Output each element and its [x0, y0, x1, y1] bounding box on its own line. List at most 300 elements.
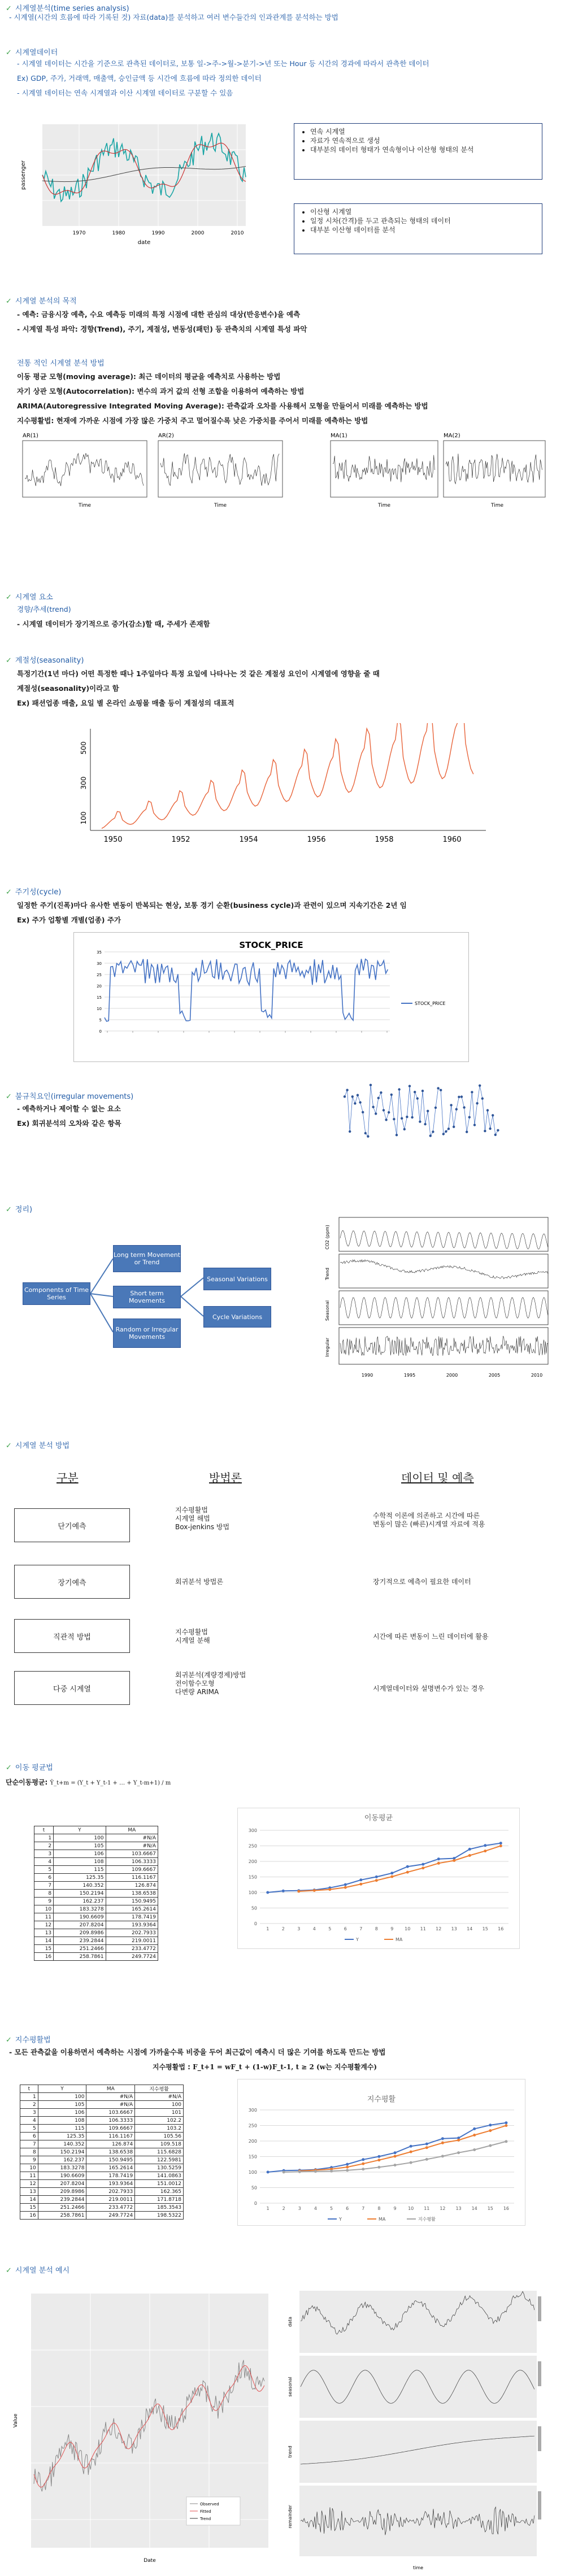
table-cell: 183.3278 — [38, 2164, 86, 2172]
table-cell: 12 — [34, 1921, 54, 1929]
data-point — [282, 1890, 285, 1892]
table-row — [20, 2172, 184, 2180]
table-cell: 140.352 — [54, 1882, 106, 1890]
purpose-title: 시계열 분석의 목적 — [15, 297, 77, 306]
table-header-cell: t — [20, 2085, 38, 2093]
irregular-point — [411, 1116, 413, 1119]
table-cell: 100 — [38, 2093, 86, 2101]
desc-item: 수학적 이론에 의존하고 시간에 따른 — [373, 1512, 480, 1520]
desc-item: 시계열데이터와 설명변수가 있는 경우 — [373, 1685, 484, 1692]
data-point — [375, 1876, 378, 1878]
table-cell: #N/A — [135, 2093, 184, 2101]
data-point — [359, 1878, 362, 1881]
data-point — [362, 2168, 364, 2170]
legend-label: Y — [339, 2217, 342, 2222]
check-icon: ✓ — [6, 1206, 12, 1214]
table-cell: 115 — [54, 1866, 106, 1874]
table-cell: 193.9364 — [86, 2180, 135, 2188]
table-cell: 105 — [54, 1842, 106, 1850]
irregular-point — [370, 1084, 372, 1086]
table-header-cell: Y — [54, 1826, 106, 1834]
table-cell: 8 — [34, 1890, 54, 1898]
check-icon: ✓ — [6, 1093, 12, 1101]
table-cell: 138.6538 — [106, 1890, 158, 1898]
y-tick-label: 0 — [254, 1921, 257, 1926]
irregular-point — [393, 1118, 395, 1120]
table-cell: 3 — [20, 2109, 38, 2117]
table-row — [34, 1921, 158, 1929]
table-cell: 258.7861 — [38, 2212, 86, 2220]
irregular-point — [473, 1124, 476, 1126]
data-point — [346, 2169, 349, 2172]
data-point — [266, 1891, 269, 1894]
irregular-title: 불규칙요인(irregular movements) — [15, 1093, 134, 1101]
data-point — [410, 2161, 412, 2164]
x-tick-label: 8 — [375, 1926, 378, 1931]
table-cell: 115 — [38, 2125, 86, 2133]
stock-ytick: 35 — [97, 950, 102, 955]
legend-label: MA — [379, 2217, 386, 2222]
intro-desc: - 시계열(시간의 흐름에 따라 기록된 것) 자료(data)를 분석하고 여러 변수들간의 인과관계를 분석하는 방법 — [9, 13, 338, 21]
table-cell: 165.2614 — [86, 2164, 135, 2172]
irregular-point — [466, 1131, 468, 1133]
table-cell: 190.6609 — [38, 2172, 86, 2180]
table-row — [34, 1929, 158, 1937]
data-point — [406, 1865, 409, 1868]
decomposition-plot — [316, 1212, 554, 1381]
table-cell: 150.9495 — [86, 2156, 135, 2164]
data-point — [394, 2155, 397, 2158]
irregular-point — [453, 1126, 455, 1128]
table-cell: 6 — [20, 2133, 38, 2140]
table-row — [34, 1913, 158, 1921]
data-point — [468, 1854, 471, 1857]
table-cell: 109.6667 — [86, 2125, 135, 2133]
panel-label-ar1: AR(1) — [23, 433, 38, 439]
methods-row-desc — [373, 1685, 484, 1693]
irregular-point — [377, 1097, 380, 1099]
cycle-title: 주기성(cycle) — [15, 888, 62, 897]
x-tick-label: 15 — [487, 2206, 493, 2211]
passenger-xtick: 1980 — [112, 230, 125, 236]
decomp-label: Trend — [325, 1268, 330, 1280]
data-point — [489, 2124, 492, 2126]
table-cell: 162.237 — [54, 1898, 106, 1905]
table-row — [20, 2117, 184, 2125]
data-point — [425, 2143, 428, 2146]
table-row — [20, 2148, 184, 2156]
table-cell: 183.3278 — [54, 1905, 106, 1913]
table-cell: 10 — [34, 1905, 54, 1913]
data-point — [359, 1883, 362, 1886]
table-cell: 151.0012 — [135, 2180, 184, 2188]
ts-data-line-3: - 시계열 데이터는 연속 시계열과 이산 시계열 데이터로 구분할 수 있음 — [17, 89, 233, 97]
ma-table — [34, 1826, 158, 1961]
methods-row-methods — [175, 1578, 223, 1586]
table-cell: 207.8204 — [54, 1921, 106, 1929]
table-row — [20, 2140, 184, 2148]
passenger-xtick: 2010 — [231, 230, 244, 236]
traditional-line-1: 이동 평균 모형(moving average): 최근 데이터의 평균을 예측치로 사용하는 방법 — [17, 372, 281, 381]
table-cell: 125.35 — [38, 2133, 86, 2140]
es-formula — [153, 2062, 377, 2072]
season-xtick: 1956 — [307, 836, 326, 844]
summary-title: 정리) — [15, 1206, 33, 1214]
data-point — [410, 2145, 412, 2148]
methods-row-name: 다중 시계열 — [14, 1671, 130, 1705]
table-cell: #N/A — [106, 1842, 158, 1850]
table-cell: 3 — [34, 1850, 54, 1858]
x-tick-label: 4 — [314, 2206, 317, 2211]
methods-row-desc — [373, 1512, 485, 1529]
table-cell: 4 — [34, 1858, 54, 1866]
table-cell: 185.3543 — [135, 2204, 184, 2212]
table-cell: 150.2194 — [38, 2148, 86, 2156]
irregular-point — [383, 1109, 385, 1111]
table-row — [20, 2125, 184, 2133]
data-point — [394, 2164, 397, 2166]
table-cell: 207.8204 — [38, 2180, 86, 2188]
data-point — [298, 2170, 301, 2173]
table-cell: 109.518 — [135, 2140, 184, 2148]
stl-label: seasonal — [288, 2377, 293, 2397]
x-tick-label: 12 — [440, 2206, 446, 2211]
data-point — [499, 1842, 502, 1844]
x-tick-label: 15 — [482, 1926, 488, 1931]
purpose-line-1: - 예측: 금융시장 예측, 수요 예측등 미래의 특정 시점에 대한 관심의 대상(반응변수)을 예측 — [17, 310, 301, 319]
irregular-point — [390, 1094, 393, 1096]
data-point — [328, 1888, 331, 1891]
table-cell: 115.6828 — [135, 2148, 184, 2156]
methods-title-row — [6, 1439, 69, 1450]
trend-title: 경향/추세(trend) — [17, 605, 71, 613]
table-row — [34, 1898, 158, 1905]
table-cell: 219.0011 — [106, 1937, 158, 1945]
decomp-label: CO2 (ppm) — [325, 1225, 330, 1250]
table-cell: 130.5259 — [135, 2164, 184, 2172]
ma-chart — [237, 1808, 520, 1949]
data-point — [282, 2171, 285, 2174]
table-cell: 249.7724 — [106, 1953, 158, 1961]
data-point — [505, 2140, 507, 2143]
table-cell: 106 — [38, 2109, 86, 2117]
table-cell: 102.2 — [135, 2117, 184, 2125]
table-header-cell: 지수평활 — [135, 2085, 184, 2093]
y-tick-label: 200 — [248, 2139, 257, 2144]
ts-data-line-2: Ex) GDP, 주가, 거래액, 매출액, 승인금액 등 시간에 흐름에 따라 정의한 데이터 — [17, 74, 262, 82]
irregular-point — [427, 1110, 429, 1112]
data-point — [473, 2127, 476, 2130]
table-cell: 233.4772 — [106, 1945, 158, 1953]
intro-title-row — [6, 2, 129, 13]
x-tick-label: 16 — [498, 1926, 504, 1931]
check-icon: ✓ — [6, 656, 12, 665]
check-icon: ✓ — [6, 1442, 12, 1450]
x-tick-label: 5 — [328, 1926, 332, 1931]
table-row — [34, 1842, 158, 1850]
data-point — [484, 1844, 486, 1847]
data-point — [505, 2124, 507, 2127]
table-cell: 233.4772 — [86, 2204, 135, 2212]
x-tick-label: 2 — [281, 1926, 285, 1931]
irregular-point — [468, 1116, 471, 1119]
y-tick-label: 100 — [248, 2170, 257, 2175]
data-point — [468, 1848, 471, 1851]
irregular-point — [388, 1111, 390, 1113]
data-point — [473, 2134, 476, 2136]
season-title-row — [6, 654, 84, 665]
check-icon: ✓ — [6, 2036, 12, 2044]
data-point — [437, 1862, 440, 1865]
data-point — [346, 2163, 349, 2166]
es-chart-title: 지수평활 — [367, 2095, 396, 2104]
data-point — [441, 2142, 444, 2144]
box1-item: • 대부분의 데이터 형태가 연속형이나 이산형 형태의 분석 — [310, 145, 536, 154]
data-point — [375, 1879, 378, 1882]
intro-title: 시계열분석(time series analysis) — [15, 5, 129, 13]
irregular-point — [403, 1128, 406, 1130]
check-icon: ✓ — [6, 593, 12, 602]
table-header-cell: MA — [106, 1826, 158, 1834]
methods-row-name: 장기예측 — [14, 1565, 130, 1599]
table-cell: 5 — [34, 1866, 54, 1874]
x-tick-label: 1 — [266, 2206, 270, 2211]
methods-header-category: 구분 — [56, 1471, 79, 1485]
irregular-point — [344, 1095, 346, 1098]
y-tick-label: 250 — [248, 1843, 257, 1849]
irregular-point — [494, 1134, 497, 1136]
traditional-line-4: 지수평활법: 현재에 가까운 시점에 가장 많은 가중치 주고 멀어질수록 낮은 가중치를 주어서 미래를 예측하는 방법 — [17, 416, 368, 425]
table-row — [20, 2133, 184, 2140]
stl-label: data — [288, 2316, 293, 2327]
check-icon: ✓ — [6, 297, 12, 306]
table-row — [34, 1866, 158, 1874]
table-cell: 1 — [34, 1834, 54, 1842]
table-row — [34, 1945, 158, 1953]
stl-label: remainder — [288, 2505, 293, 2529]
box2-item: • 일정 시차(간격)를 두고 관측되는 형태의 데이터 — [310, 216, 536, 225]
irregular-point — [479, 1085, 481, 1087]
method-item: Box-jenkins 방법 — [175, 1523, 230, 1531]
method-item: 회귀분석 방법론 — [175, 1578, 223, 1586]
irregular-point — [372, 1106, 374, 1108]
node-components: Components of Time Series — [23, 1282, 90, 1305]
table-cell: 116.1167 — [106, 1874, 158, 1882]
irregular-point — [395, 1134, 398, 1136]
decomp-xtick: 1990 — [361, 1373, 373, 1378]
data-point — [390, 1876, 393, 1878]
table-cell: 109.6667 — [106, 1866, 158, 1874]
x-tick-label: 3 — [298, 2206, 301, 2211]
y-tick-label: 150 — [248, 2154, 257, 2160]
data-point — [421, 1866, 424, 1869]
table-cell: 2 — [34, 1842, 54, 1850]
irregular-point — [359, 1101, 361, 1103]
table-row — [34, 1953, 158, 1961]
table-cell: #N/A — [106, 1834, 158, 1842]
panel-xlabel: Time — [377, 503, 391, 508]
table-cell: 100 — [135, 2101, 184, 2109]
table-row — [20, 2109, 184, 2117]
table-cell: 14 — [34, 1937, 54, 1945]
table-cell: 7 — [34, 1882, 54, 1890]
table-cell: 103.6667 — [86, 2109, 135, 2117]
table-cell: 106 — [54, 1850, 106, 1858]
irregular-point — [463, 1106, 465, 1108]
season-title: 계절성(seasonality) — [15, 656, 84, 665]
irregular-point — [346, 1089, 348, 1091]
table-cell: 239.2844 — [54, 1937, 106, 1945]
decomp-xtick: 2010 — [531, 1373, 543, 1378]
table-cell: 251.2466 — [54, 1945, 106, 1953]
node-short-term: Short term Movements — [113, 1286, 181, 1308]
x-tick-label: 11 — [420, 1926, 426, 1931]
season-ytick: 300 — [80, 776, 88, 790]
irregular-point — [442, 1133, 445, 1135]
season-line-2: 계절성(seasonality)이라고 함 — [17, 684, 119, 693]
data-point — [313, 1889, 316, 1892]
table-cell: 105 — [38, 2101, 86, 2109]
es-desc: - 모든 관측값을 이용하면서 예측하는 시점에 가까울수록 비중을 두어 최근값이 예측시 더 많은 기여를 하도록 만드는 방법 — [9, 2048, 386, 2056]
table-row — [34, 1874, 158, 1882]
x-tick-label: 13 — [451, 1926, 457, 1931]
table-cell: 15 — [20, 2204, 38, 2212]
season-line-3: Ex) 패션업종 매출, 요일 별 온라인 쇼핑몰 매출 등이 계절성의 대표적 — [17, 699, 234, 707]
y-tick-label: 150 — [248, 1874, 257, 1880]
table-row — [20, 2093, 184, 2101]
stock-ytick: 0 — [99, 1029, 102, 1034]
table-cell: 103.2 — [135, 2125, 184, 2133]
table-header-cell: t — [34, 1826, 54, 1834]
ex-ylabel: Value — [13, 2413, 19, 2428]
table-cell: 12 — [20, 2180, 38, 2188]
x-tick-label: 5 — [330, 2206, 333, 2211]
check-icon: ✓ — [6, 1764, 12, 1772]
panel-xlabel: Time — [490, 503, 504, 508]
table-cell: 202.7933 — [106, 1929, 158, 1937]
table-cell: 8 — [20, 2148, 38, 2156]
table-cell: 178.7419 — [106, 1913, 158, 1921]
table-cell: #N/A — [86, 2093, 135, 2101]
methods-row-methods — [175, 1628, 210, 1645]
table-cell: 239.2844 — [38, 2196, 86, 2204]
table-cell: 10 — [20, 2164, 38, 2172]
x-tick-label: 9 — [390, 1926, 394, 1931]
node-seasonal: Seasonal Variations — [203, 1268, 271, 1290]
cycle-line-1: 일정한 주기(진폭)마다 유사한 변동이 반복되는 현상, 보통 경기 순환(business cycle)과 관련이 있으며 지속기간은 2년 임 — [17, 901, 407, 910]
data-point — [457, 2151, 460, 2154]
table-cell: 13 — [34, 1929, 54, 1937]
desc-item: 장기적으로 예측이 필요한 데이터 — [373, 1578, 471, 1586]
irregular-scatter — [339, 1068, 508, 1152]
method-item: 시계열 해법 — [175, 1515, 210, 1522]
table-cell: 11 — [34, 1913, 54, 1921]
stock-ytick: 10 — [97, 1007, 102, 1011]
methods-row-methods — [175, 1671, 246, 1696]
table-cell: 193.9364 — [106, 1921, 158, 1929]
ma-chart-title: 이동평균 — [364, 1814, 393, 1822]
data-point — [390, 1872, 393, 1874]
table-cell: 171.8718 — [135, 2196, 184, 2204]
node-trend: Long term Movement or Trend — [113, 1245, 181, 1272]
data-point — [441, 2137, 444, 2140]
irregular-point — [401, 1117, 403, 1120]
table-row — [20, 2196, 184, 2204]
ex-xlabel: Date — [144, 2558, 156, 2564]
table-cell: 9 — [20, 2156, 38, 2164]
ma-formula-text: Ŷ_t+m = (Y_t + Y_t-1 + … + Y_t-m+1) / m — [50, 1780, 171, 1786]
ex-legend: Observed — [200, 2502, 219, 2507]
data-point — [473, 2148, 476, 2151]
data-point — [344, 1886, 347, 1889]
x-tick-label: 10 — [405, 1926, 411, 1931]
legend-label: Y — [356, 1937, 359, 1942]
table-row — [34, 1882, 158, 1890]
irregular-point — [432, 1130, 434, 1133]
data-point — [489, 2129, 492, 2132]
method-item: 지수평활법 — [175, 1506, 208, 1514]
stock-ytick: 25 — [97, 973, 102, 977]
table-cell: 108 — [54, 1858, 106, 1866]
ar-ma-panels — [17, 430, 548, 510]
panel-label-ma2: MA(2) — [444, 433, 460, 439]
irregular-point — [424, 1123, 426, 1125]
table-cell: 106.3333 — [106, 1858, 158, 1866]
data-point — [330, 2170, 333, 2173]
irregular-point — [447, 1128, 450, 1130]
irregular-point — [375, 1112, 377, 1115]
irregular-line-1: - 예측하거나 제어할 수 없는 요소 — [17, 1104, 121, 1113]
methods-row-desc — [373, 1633, 489, 1641]
table-row — [34, 1937, 158, 1945]
table-cell: 101 — [135, 2109, 184, 2117]
irregular-point — [416, 1097, 419, 1099]
stock-legend: STOCK_PRICE — [415, 1001, 446, 1006]
table-cell: 138.6538 — [86, 2148, 135, 2156]
cycle-line-2: Ex) 주가 업황별 개별(업종) 주가 — [17, 916, 121, 924]
panel-xlabel: Time — [78, 503, 92, 508]
irregular-point — [357, 1094, 359, 1096]
passenger-xtick: 1990 — [151, 230, 165, 236]
table-row — [34, 1858, 158, 1866]
table-row — [20, 2204, 184, 2212]
table-cell: 219.0011 — [86, 2196, 135, 2204]
data-point — [362, 2162, 364, 2165]
decomp-xtick: 2005 — [488, 1373, 501, 1378]
stock-title: STOCK_PRICE — [239, 940, 303, 950]
irregular-point — [460, 1095, 463, 1098]
table-cell: 126.874 — [86, 2140, 135, 2148]
example-title-row — [6, 2264, 69, 2275]
box2-item: • 이산형 시계열 — [310, 207, 536, 216]
table-cell: #N/A — [86, 2101, 135, 2109]
passenger-ylabel: passenger — [20, 160, 27, 190]
table-cell: 251.2466 — [38, 2204, 86, 2212]
table-cell: 190.6609 — [54, 1913, 106, 1921]
irregular-point — [385, 1119, 387, 1121]
x-tick-label: 10 — [408, 2206, 414, 2211]
methods-row-name: 직관적 방법 — [14, 1619, 130, 1653]
table-cell: 1 — [20, 2093, 38, 2101]
season-ytick: 500 — [80, 741, 88, 755]
ma-formula-label: 단순이동평균: — [6, 1778, 50, 1786]
panel-label-ma1: MA(1) — [331, 433, 347, 439]
passenger-xlabel: date — [137, 240, 151, 246]
season-xtick: 1954 — [239, 836, 258, 844]
table-cell: 108 — [38, 2117, 86, 2125]
x-tick-label: 14 — [467, 1926, 473, 1931]
table-header-cell: Y — [38, 2085, 86, 2093]
